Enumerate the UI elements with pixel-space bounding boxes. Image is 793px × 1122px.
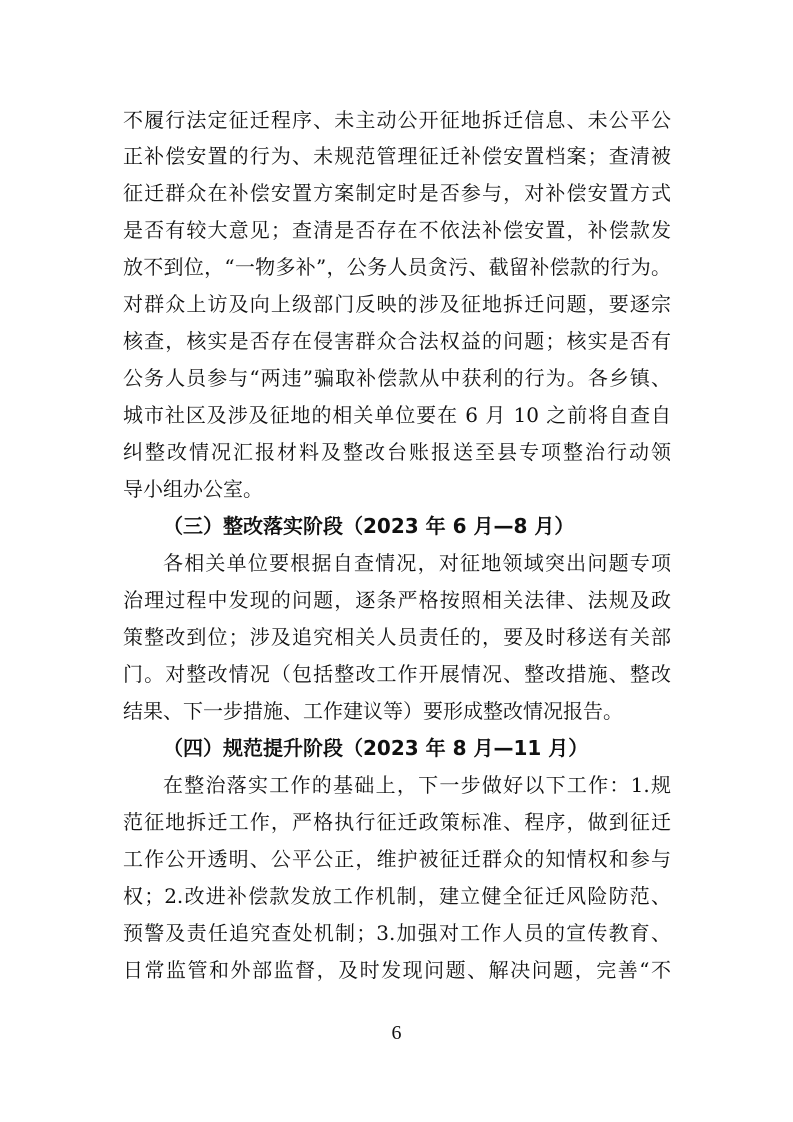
section-heading-4: （四）规范提升阶段（2023 年 8 月—11 月） [163,736,589,760]
para1-line-1: 不履行法定征迁程序、未主动公开征地拆迁信息、未公平公 [123,108,671,132]
para3-line-2: 范征地拆迁工作，严格执行征迁政策标准、程序，做到征迁 [123,810,671,834]
para1-line-10: 纠整改情况汇报材料及整改台账报送至县专项整治行动领 [123,440,671,464]
para1-line-4: 是否有较大意见；查清是否存在不依法补偿安置，补偿款发 [123,218,671,242]
para1-line-9: 城市社区及涉及征地的相关单位要在 6 月 10 之前将自查自 [123,403,671,427]
para1-line-2: 正补偿安置的行为、未规范管理征迁补偿安置档案；查清被 [123,144,671,168]
para1-line-3: 征迁群众在补偿安置方案制定时是否参与，对补偿安置方式 [123,181,671,205]
page-number: 6 [391,1022,402,1044]
para2-line-3: 策整改到位；涉及追究相关人员责任的，要及时移送有关部 [123,625,671,649]
para1-line-5: 放不到位，“一物多补”，公务人员贪污、截留补偿款的行为。 [123,255,671,279]
para3-line-1: 在整治落实工作的基础上，下一步做好以下工作：1.规 [163,773,671,797]
para3-line-3: 工作公开透明、公平公正，维护被征迁群众的知情权和参与 [123,847,671,871]
para2-line-5: 结果、下一步措施、工作建议等）要形成整改情况报告。 [123,699,623,723]
para2-line-1: 各相关单位要根据自查情况，对征地领域突出问题专项 [163,551,671,575]
section-heading-3: （三）整改落实阶段（2023 年 6 月—8 月） [163,514,575,538]
para3-line-4: 权；2.改进补偿款发放工作机制，建立健全征迁风险防范、 [123,884,671,908]
para2-line-2: 治理过程中发现的问题，逐条严格按照相关法律、法规及政 [123,588,671,612]
para2-line-4: 门。对整改情况（包括整改工作开展情况、整改措施、整改 [123,662,671,686]
para1-line-6: 对群众上访及向上级部门反映的涉及征地拆迁问题，要逐宗 [123,292,671,316]
para1-line-7: 核查，核实是否存在侵害群众合法权益的问题；核实是否有 [123,329,671,353]
para3-line-5: 预警及责任追究查处机制；3.加强对工作人员的宣传教育、 [123,921,671,945]
para1-line-8: 公务人员参与“两违”骗取补偿款从中获利的行为。各乡镇、 [123,366,671,390]
para3-line-6: 日常监管和外部监督，及时发现问题、解决问题，完善“不 [123,958,671,982]
para1-line-11: 导小组办公室。 [123,477,263,501]
